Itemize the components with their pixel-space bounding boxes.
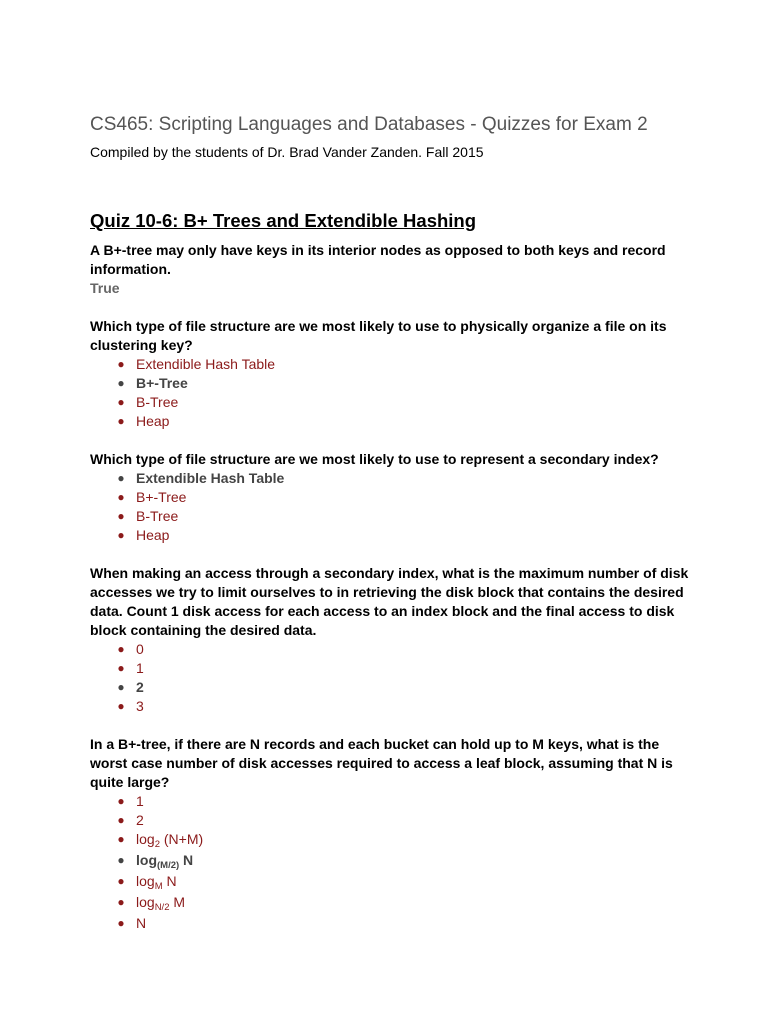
bullet-icon: ● [117,376,125,390]
question-4: When making an access through a secondary index, what is the maximum number of disk accesses we try to limit ourselves to in retrieving the disk block that contains the desired data. Count 1 disk access for each access to an index block and the final access to disk block containing the desired data. [90,565,689,638]
list-item: ● Extendible Hash Table [90,355,690,374]
bullet-icon: ● [117,528,125,542]
list-item: ● 2 [90,678,690,697]
question-1-answer: True [90,280,120,296]
question-2-options [90,355,690,431]
question-5-options [90,792,690,933]
list-item: ● 0 [90,640,690,659]
list-item: ● B-Tree [90,507,690,526]
bullet-icon: ● [117,832,125,846]
list-item: ● N [90,914,690,933]
bullet-icon: ● [117,916,125,930]
bullet-icon: ● [117,471,125,485]
list-item: ● 1 [90,792,690,811]
question-5: In a B+-tree, if there are N records and each bucket can hold up to M keys, what is the worst case number of disk accesses required to access a leaf block, assuming that N is quite large? [90,736,673,790]
list-item: ● $\log_2 (N+M)$ [90,830,690,851]
bullet-icon: ● [117,853,125,867]
list-item: ● 2 [90,811,690,830]
list-item: ● $\log_M N$ [90,872,690,893]
document-title: CS465: Scripting Languages and Databases - Quizzes for Exam 2 [90,114,648,135]
bullet-icon: ● [117,794,125,808]
bullet-icon: ● [117,874,125,888]
document-subtitle: Compiled by the students of Dr. Brad Vander Zanden. Fall 2015 [90,144,484,160]
bullet-icon: ● [117,680,125,694]
list-item: ● B+-Tree [90,374,690,393]
list-item: ● Extendible Hash Table [90,469,690,488]
list-item: ● Heap [90,412,690,431]
bullet-icon: ● [117,661,125,675]
list-item: ● Heap [90,526,690,545]
bullet-icon: ● [117,642,125,656]
question-3-options [90,469,690,545]
list-item: ● B-Tree [90,393,690,412]
bullet-icon: ● [117,895,125,909]
question-2: Which type of file structure are we most likely to use to physically organize a file on its clustering key? [90,318,667,353]
bullet-icon: ● [117,357,125,371]
question-1: A B+-tree may only have keys in its interior nodes as opposed to both keys and record information. [90,242,666,277]
bullet-icon: ● [117,699,125,713]
list-item: ● B+-Tree [90,488,690,507]
question-3: Which type of file structure are we most likely to use to represent a secondary index? [90,451,659,467]
bullet-icon: ● [117,509,125,523]
quiz-heading: Quiz 10-6: B+ Trees and Extendible Hashing [90,210,477,231]
list-item: ● $\log_{N/2} M$ [90,893,690,914]
quiz-content [90,241,690,933]
bullet-icon: ● [117,490,125,504]
list-item: ● 3 [90,697,690,716]
bullet-icon: ● [117,395,125,409]
list-item: ● $\log_{(M/2)} N$ [90,851,690,872]
bullet-icon: ● [117,813,125,827]
list-item: ● 1 [90,659,690,678]
question-4-options [90,640,690,716]
bullet-icon: ● [117,414,125,428]
